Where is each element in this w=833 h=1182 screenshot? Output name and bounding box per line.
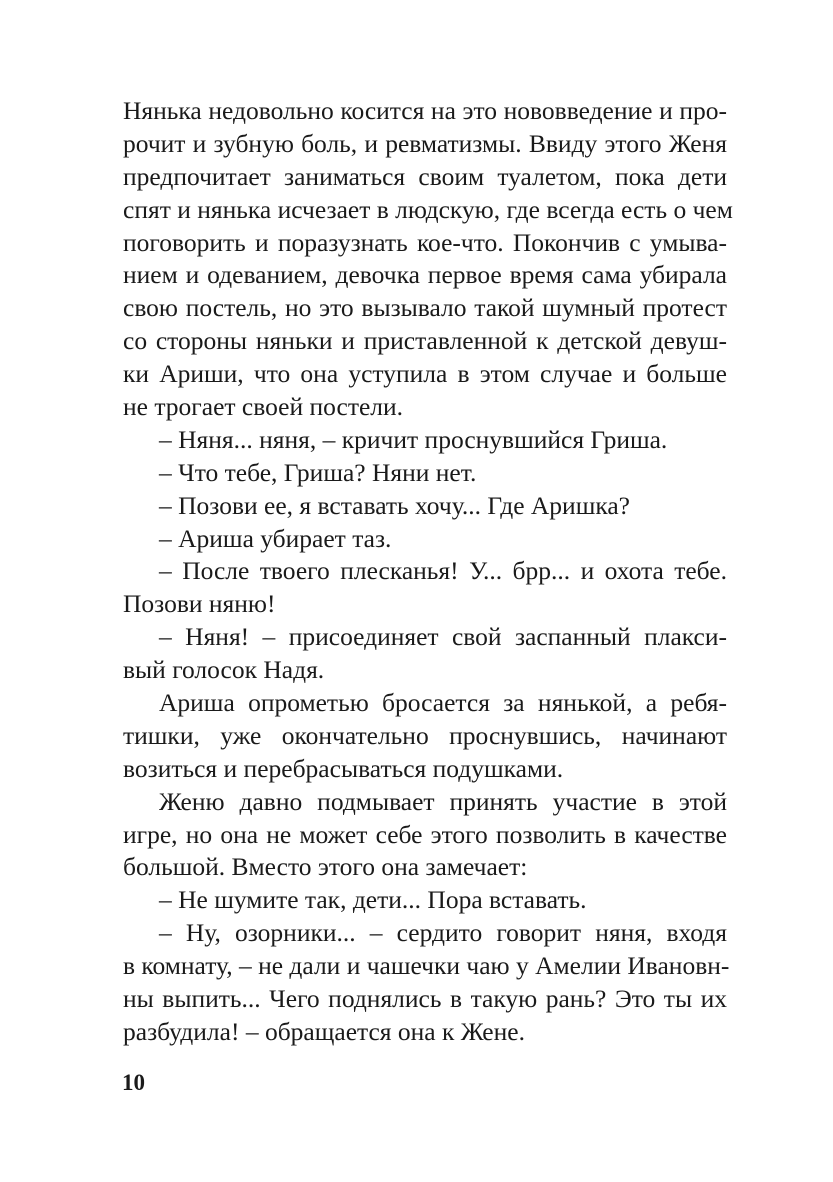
text-line: не трогает своей постели. [123, 392, 404, 422]
text-line: – Няня! – присоединяет свой заспанный плакси- [159, 622, 727, 652]
text-line: – Не шумите так, дети... Пора вставать. [159, 885, 587, 915]
text-line: Ариша опрометью бросается за нянькой, а ребя- [159, 688, 727, 718]
text-line: – Няня... няня, – кричит проснувшийся Гриша. [159, 424, 668, 454]
text-line: разбудила! – обращается она к Жене. [123, 1016, 525, 1046]
text-line: ны выпить... Чего поднялись в такую рань? Это ты их [123, 984, 727, 1014]
text-line: тишки, уже окончательно проснувшись, начинают [123, 720, 727, 750]
text-line: – Позови ее, я вставать хочу... Где Аришка? [159, 490, 630, 520]
text-line: – Что тебе, Гриша? Няни нет. [159, 457, 477, 487]
text-line: – Ариша убирает таз. [159, 523, 392, 553]
text-line: вый голосок Надя. [123, 655, 325, 685]
text-line: – После твоего плесканья! У... брр... и охота тебе. [159, 556, 727, 586]
text-line: Позови няню! [123, 589, 276, 619]
page-number: 10 [122, 1070, 145, 1095]
body-text [123, 95, 733, 1049]
text-line: свою постель, но это вызывало такой шумный протест [123, 293, 727, 323]
text-line: возиться и перебрасываться подушками. [123, 753, 564, 783]
text-line: со стороны няньки и приставленной к детской девуш- [123, 326, 727, 356]
text-line: ки Ариши, что она уступила в этом случае и больше [123, 359, 727, 389]
text-line: в комнату, – не дали и чашечки чаю у Амелии Ивановн- [123, 951, 730, 981]
text-line: предпочитает заниматься своим туалетом, пока дети [123, 161, 727, 191]
text-line: нием и одеванием, девочка первое время сама убирала [123, 260, 727, 290]
text-line: – Ну, озорники... – сердито говорит няня, входя [159, 918, 727, 948]
text-line: большой. Вместо этого она замечает: [123, 852, 528, 882]
text-line: спят и нянька исчезает в людскую, где всегда есть о чем [123, 194, 733, 224]
text-line: поговорить и поразузнать кое-что. Покончив с умыва- [123, 227, 727, 257]
text-line: игре, но она не может себе этого позволить в качестве [123, 819, 727, 849]
text-line: Женю давно подмывает принять участие в этой [159, 786, 727, 816]
text-line: Нянька недовольно косится на это нововведение и про- [123, 96, 727, 125]
text-line: рочит и зубную боль, и ревматизмы. Ввиду этого Женя [123, 128, 727, 158]
